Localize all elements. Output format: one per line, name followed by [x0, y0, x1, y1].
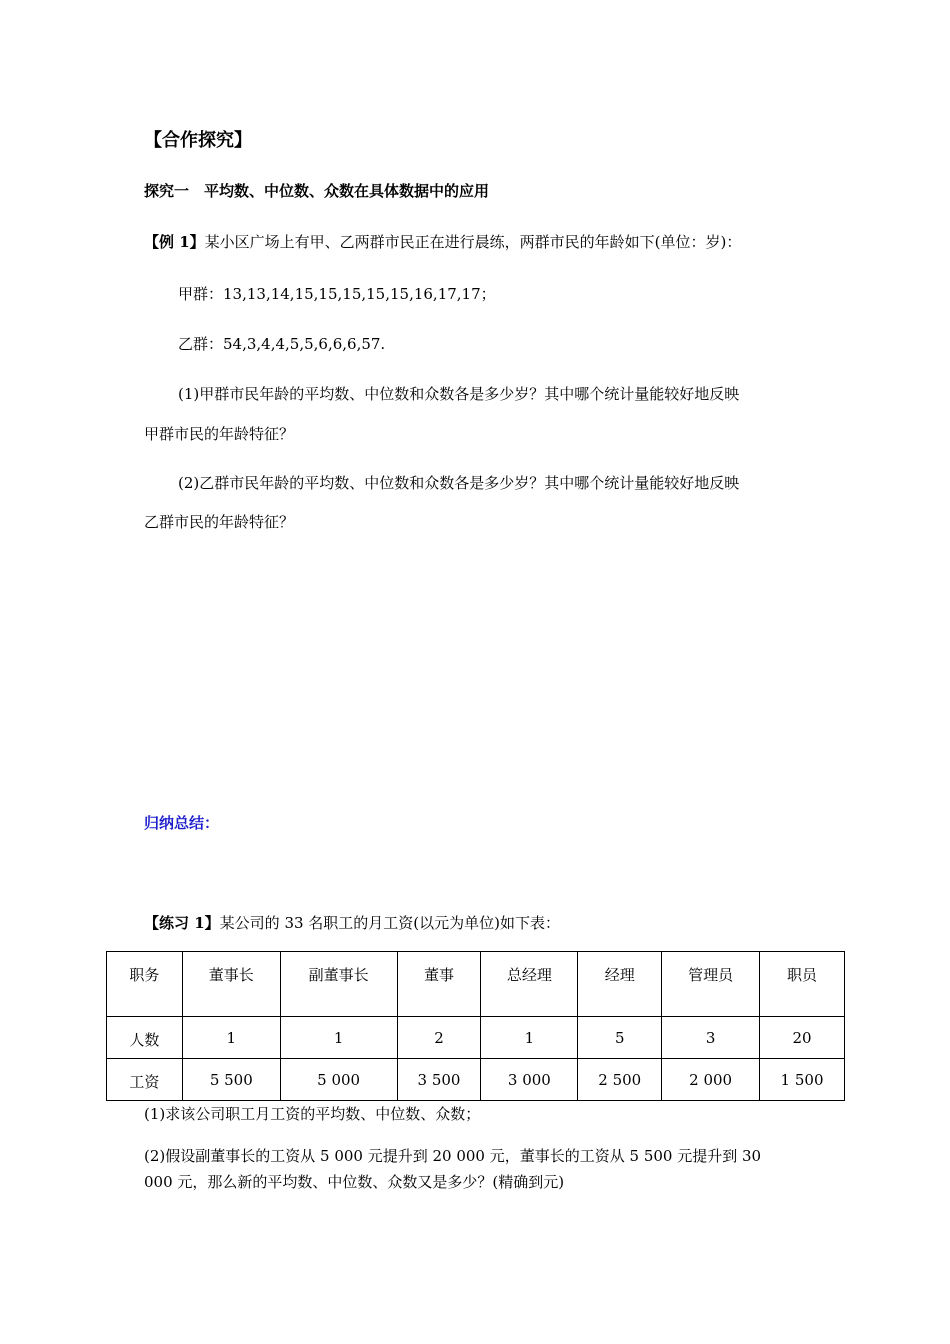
table-cell: 职员	[760, 952, 845, 1017]
table-cell: 1	[182, 1017, 280, 1059]
table-cell: 职务	[107, 952, 183, 1017]
question1-line1: (1)甲群市民年龄的平均数、中位数和众数各是多少岁？其中哪个统计量能较好地反映	[178, 385, 740, 403]
exercise-question2-line1: (2)假设副董事长的工资从 5 000 元提升到 20 000 元，董事长的工资从 5 500 元提升到 30	[144, 1147, 762, 1165]
table-cell: 工资	[107, 1059, 183, 1101]
table-cell: 2	[397, 1017, 481, 1059]
table-cell: 经理	[578, 952, 662, 1017]
wage-table	[106, 951, 845, 1101]
exercise1-label: 【练习 1】	[144, 914, 220, 932]
table-header-row	[107, 952, 845, 1017]
table-cell: 1 500	[760, 1059, 845, 1101]
table-cell: 5	[578, 1017, 662, 1059]
table-cell: 5 000	[280, 1059, 397, 1101]
table-cell: 1	[481, 1017, 578, 1059]
table-cell: 副董事长	[280, 952, 397, 1017]
table-cell: 2 500	[578, 1059, 662, 1101]
exercise1-intro: 某公司的 33 名职工的月工资(以元为单位)如下表：	[219, 914, 561, 932]
table-cell: 3	[662, 1017, 760, 1059]
table-cell: 人数	[107, 1017, 183, 1059]
subtitle: 探究一 平均数、中位数、众数在具体数据中的应用	[144, 182, 490, 200]
table-cell: 2 000	[662, 1059, 760, 1101]
group-b-ages: 乙群：54,3,4,4,5,5,6,6,6,57.	[178, 335, 386, 353]
table-cell: 董事长	[182, 952, 280, 1017]
group-a-ages: 甲群：13,13,14,15,15,15,15,15,16,17,17；	[178, 285, 496, 303]
question2-line2: 乙群市民的年龄特征？	[144, 513, 295, 531]
table-row-count	[107, 1017, 845, 1059]
example1-intro-line	[144, 231, 741, 252]
table-row-wage	[107, 1059, 845, 1101]
example1-label: 【例 1】	[144, 233, 205, 251]
example1-intro: 某小区广场上有甲、乙两群市民正在进行晨练，两群市民的年龄如下(单位：岁)：	[204, 233, 742, 251]
table-cell: 20	[760, 1017, 845, 1059]
exercise-question1: (1)求该公司职工月工资的平均数、中位数、众数；	[144, 1105, 481, 1123]
section-title: 【合作探究】	[144, 130, 252, 151]
table-cell: 1	[280, 1017, 397, 1059]
question2-line1: (2)乙群市民年龄的平均数、中位数和众数各是多少岁？其中哪个统计量能较好地反映	[178, 474, 740, 492]
table-cell: 5 500	[182, 1059, 280, 1101]
question1-line2: 甲群市民的年龄特征？	[144, 425, 295, 443]
table-cell: 3 500	[397, 1059, 481, 1101]
table-cell: 3 000	[481, 1059, 578, 1101]
table-cell: 管理员	[662, 952, 760, 1017]
table-cell: 总经理	[481, 952, 578, 1017]
table-cell: 董事	[397, 952, 481, 1017]
summary-label: 归纳总结：	[144, 814, 220, 832]
exercise1-intro-line	[144, 912, 560, 933]
exercise-question2-line2: 000 元，那么新的平均数、中位数、众数又是多少？(精确到元)	[144, 1173, 565, 1191]
